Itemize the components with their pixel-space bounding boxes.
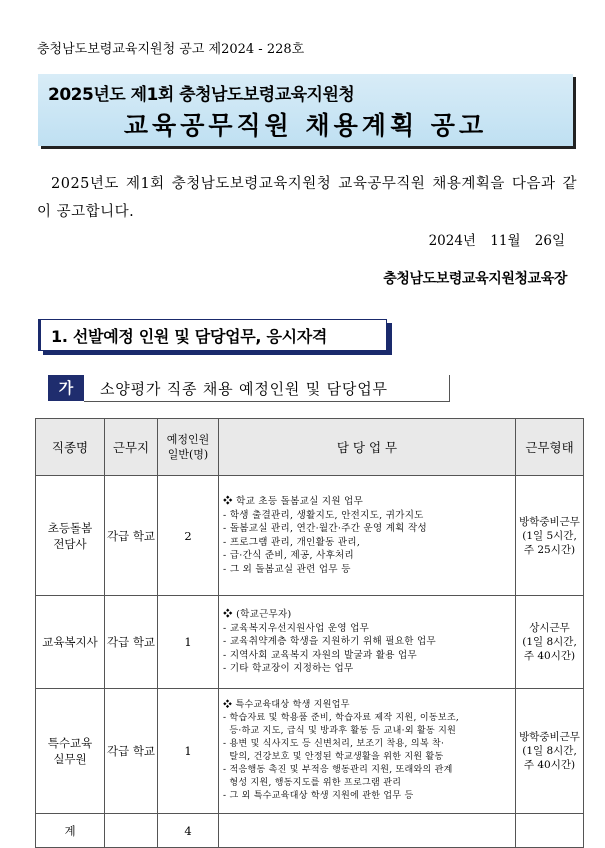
page-title: 교육공무직원 채용계획 공고 (123, 111, 488, 140)
duty-item: ❖ 학교 초등 돌봄교실 지원 업무 (223, 496, 364, 507)
duty-item: ❖ (학교근무자) (223, 609, 292, 621)
header-job: 직종명 (36, 419, 105, 476)
title-line1: 2025년도 제1회 충청남도보령교육지원청 (48, 85, 355, 105)
duty-item: - 학습자료 및 학용품 준비, 학습자료 제작 지원, 이동보조, (223, 713, 459, 723)
job-name: 특수교육 실무원 (36, 689, 105, 814)
duty-item: - 지역사회 교육복지 자원의 발굴과 활용 업무 (223, 649, 418, 661)
intro-paragraph (37, 170, 577, 226)
subsection-divider (449, 375, 450, 401)
duty-item: - 교육복지우선지원사업 운영 업무 (223, 622, 370, 634)
section-1-heading (38, 319, 387, 351)
subsection-badge: 가 (48, 375, 84, 401)
planned-count: 2 (158, 476, 219, 596)
header-count (158, 419, 219, 476)
work-type: 상시근무 (1일 8시간, 주 40시간) (516, 596, 584, 689)
table-row (36, 689, 584, 814)
announcement-date: 2024년 11월 26일 (428, 233, 565, 249)
header-work-type: 근무형태 (516, 419, 584, 476)
table-header-row (36, 419, 584, 476)
duties-list (219, 689, 516, 814)
total-row (36, 814, 584, 848)
subsection-title: 소양평가 직종 채용 예정인원 및 담당업무 (100, 380, 388, 398)
total-place-empty (105, 814, 158, 848)
job-name: 교육복지사 (36, 596, 105, 689)
duty-item: - 프로그램 관리, 개인활동 관리, (223, 536, 361, 548)
total-duties-empty (219, 814, 516, 848)
duty-item: - 그 외 특수교육대상 학생 지원에 관한 업무 등 (223, 791, 414, 801)
title-banner (38, 74, 573, 146)
duty-item: - 돌봄교실 관리, 연간·월간·주간 운영 계획 작성 (223, 523, 427, 534)
duties-list (219, 476, 516, 596)
job-name: 초등돌봄 전담사 (36, 476, 105, 596)
table-row (36, 596, 584, 689)
recruitment-table (35, 418, 584, 848)
duty-item: - 교육취약계층 학생을 지원하기 위해 필요한 업무 (223, 636, 436, 648)
duty-item: - 기타 학교장이 지정하는 업무 (223, 663, 354, 675)
duty-item: ❖ 특수교육대상 학생 지원업무 (223, 700, 350, 710)
header-duties: 담 당 업 무 (219, 419, 516, 476)
subsection-underline (84, 401, 450, 402)
duty-item: - 학생 출결관리, 생활지도, 안전지도, 귀가지도 (223, 509, 424, 521)
duty-item: 등·하교 지도, 급식 및 방과후 활동 등 교내·외 활동 지원 (223, 726, 457, 736)
duty-item: - 용변 및 식사지도 등 신변처리, 보조기 착용, 의복 착· (223, 739, 445, 749)
duties-list (219, 596, 516, 689)
duty-item: - 적응행동 촉진 및 부적응 행동관리 지원, 또래와의 관계 (223, 765, 453, 775)
duty-item: 탈의, 건강보호 및 안정된 학교생활을 위한 지원 활동 (223, 752, 444, 762)
duty-item: - 그 외 돌봄교실 관련 업무 등 (223, 563, 351, 575)
total-count: 4 (158, 814, 219, 848)
planned-count: 1 (158, 596, 219, 689)
table-row (36, 476, 584, 596)
header-count-line1: 예정인원 (166, 433, 210, 446)
duty-item: 형성 지원, 행동지도를 위한 프로그램 관리 (223, 778, 402, 788)
work-type: 방학중비근무 (1일 5시간, 주 25시간) (516, 476, 584, 596)
work-place: 각급 학교 (105, 476, 158, 596)
header-place: 근무지 (105, 419, 158, 476)
subsection-heading (48, 375, 450, 401)
duty-item: - 급·간식 준비, 제공, 사후처리 (223, 550, 354, 561)
section-1-title: 1. 선발예정 인원 및 담당업무, 응시자격 (51, 327, 328, 346)
total-label: 계 (36, 814, 105, 848)
total-work-empty (516, 814, 584, 848)
work-place: 각급 학교 (105, 596, 158, 689)
work-type: 방학중비근무 (1일 8시간, 주 40시간) (516, 689, 584, 814)
header-count-line2: 일반(명) (167, 448, 209, 461)
issuer-name: 충청남도보령교육지원청교육장 (383, 271, 567, 287)
document-number: 충청남도보령교육지원청 공고 제2024 - 228호 (37, 42, 305, 57)
intro-text: 2025년도 제1회 충청남도보령교육지원청 교육공무직원 채용계획을 다음과 같이 공고합니다. (37, 176, 577, 220)
work-place: 각급 학교 (105, 689, 158, 814)
planned-count: 1 (158, 689, 219, 814)
